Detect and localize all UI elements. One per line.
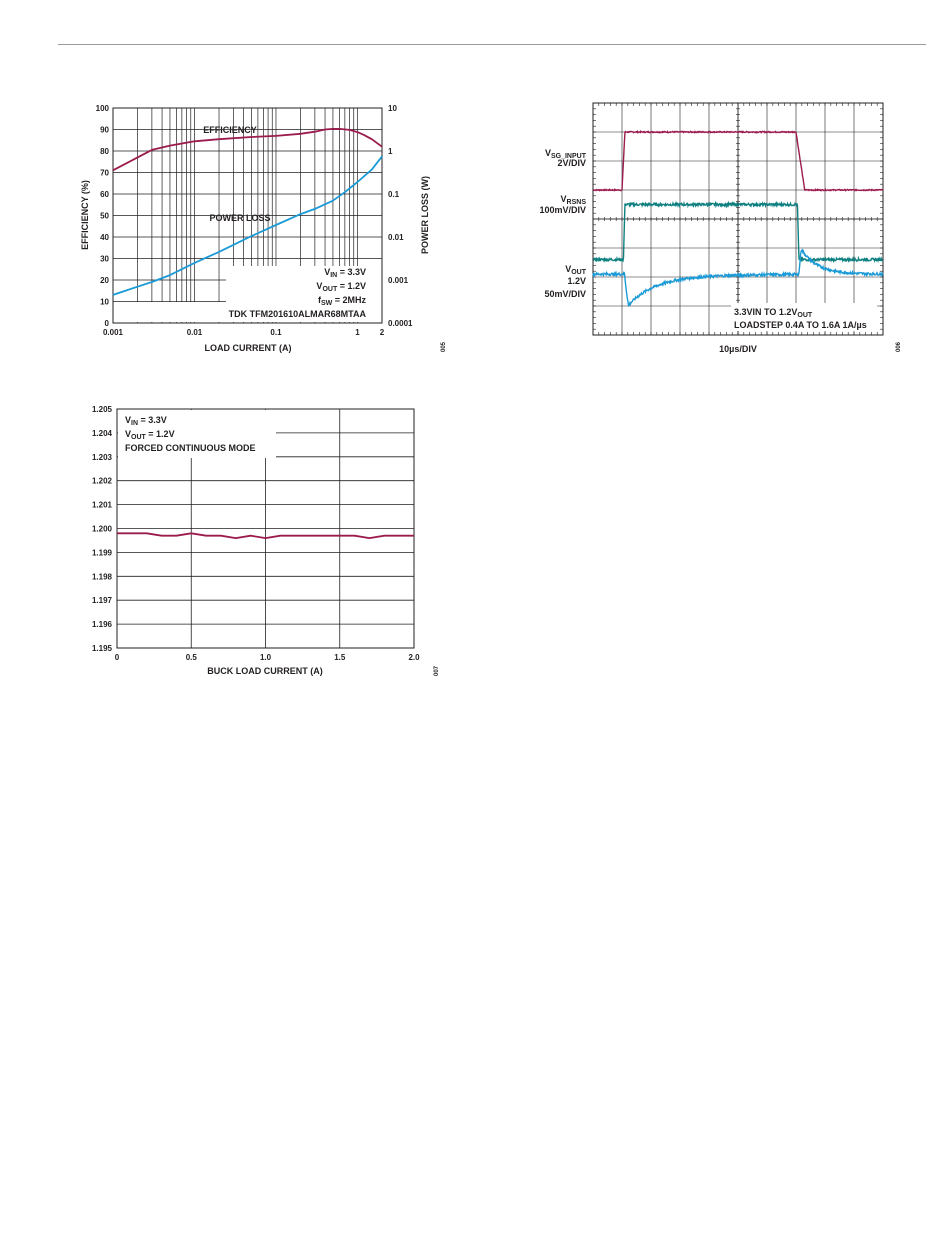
lr-y-tick-label: 1.196 xyxy=(91,620,112,630)
lr-x-tick-label: 1.5 xyxy=(334,653,346,662)
x-axis-label: LOAD CURRENT (A) xyxy=(204,343,292,353)
vsg-input-scale: 2V/DIV xyxy=(557,158,586,168)
y-right-tick-label: 1 xyxy=(388,147,393,156)
y-right-tick-label: 0.01 xyxy=(388,233,404,242)
x-tick-label: 1 xyxy=(355,328,360,337)
condition-fsw: $f_{SW} = 2MHz$ xyxy=(317,295,366,307)
lr-y-tick-label: 1.198 xyxy=(91,572,112,582)
y-tick-label: 100 xyxy=(95,104,109,113)
lr-y-tick-label: 1.203 xyxy=(91,452,112,462)
vsg-input-label: $V_{SG\_INPUT}$ xyxy=(544,148,586,160)
lr-y-tick-label: 1.201 xyxy=(91,500,112,510)
vrsns-scale: 100mV/DIV xyxy=(539,205,586,215)
y-tick-label: 60 xyxy=(100,190,109,199)
lr-x-tick-label: 0.5 xyxy=(185,653,197,662)
y-right-tick-label: 0.1 xyxy=(388,190,400,199)
vout-scale: 50mV/DIV xyxy=(544,289,586,299)
condition-vin: $V_{IN} = 3.3V$ xyxy=(324,267,366,279)
scope-annotation-line1: 3.3VIN TO $1.2V_{OUT}$ xyxy=(734,307,813,319)
scope-annotation-line2: LOADSTEP 0.4A TO 1.6A 1A/µs xyxy=(734,320,867,330)
figure-id-005: 005 xyxy=(441,341,447,353)
y-right-tick-label: 10 xyxy=(388,104,397,113)
x-tick-label: 0.001 xyxy=(102,328,124,337)
y-tick-label: 10 xyxy=(100,297,109,307)
vout-label: $V_{OUT}$ xyxy=(565,264,586,276)
lr-y-tick-label: 1.204 xyxy=(91,428,112,438)
lr-y-tick-label: 1.202 xyxy=(91,476,112,486)
figure-id-006: 006 xyxy=(896,341,902,353)
y-tick-label: 90 xyxy=(100,125,109,135)
lr-x-tick-label: 1.0 xyxy=(259,653,272,662)
y-tick-label: 50 xyxy=(100,211,109,221)
x-tick-label: 0.01 xyxy=(186,328,203,337)
lr-x-tick-label: 2.0 xyxy=(408,653,420,662)
x-tick-label: 0.1 xyxy=(270,328,282,337)
y-tick-label: 20 xyxy=(100,276,109,285)
y-tick-label: 0 xyxy=(104,319,109,328)
y-tick-label: 80 xyxy=(100,147,109,156)
lr-y-tick-label: 1.205 xyxy=(91,405,112,414)
y-axis-label-left: EFFICIENCY (%) xyxy=(80,180,90,250)
y-tick-label: 70 xyxy=(100,168,109,178)
scope-timebase-label: 10µs/DIV xyxy=(719,344,757,354)
lr-y-tick-label: 1.200 xyxy=(91,524,112,534)
y-tick-label: 40 xyxy=(100,233,109,242)
y-axis-label-right: POWER LOSS (W) xyxy=(420,176,430,254)
lr-y-tick-label: 1.199 xyxy=(91,548,112,558)
lr-condition-vin: $V_{IN} = 3.3V$ xyxy=(125,415,167,427)
power-loss-annotation: POWER LOSS xyxy=(209,213,271,223)
condition-inductor: TDK TFM201610ALMAR68MTAA xyxy=(228,309,366,319)
vout-offset: 1.2V xyxy=(567,276,586,286)
lr-y-tick-label: 1.195 xyxy=(91,644,112,653)
condition-vout: $V_{OUT} = 1.2V$ xyxy=(316,281,366,293)
lr-x-axis-label: BUCK LOAD CURRENT (A) xyxy=(207,666,323,676)
y-tick-label: 30 xyxy=(100,254,109,264)
figure-id-007: 007 xyxy=(434,665,440,677)
vrsns-label: $V_{RSNS}$ xyxy=(560,194,586,206)
x-tick-label: 2 xyxy=(379,328,385,337)
lr-condition-vout: $V_{OUT} = 1.2V$ xyxy=(125,429,175,441)
lr-x-tick-label: 0 xyxy=(114,653,120,662)
lr-condition-mode: FORCED CONTINUOUS MODE xyxy=(125,443,256,453)
y-right-tick-label: 0.001 xyxy=(388,276,409,285)
efficiency-annotation: EFFICIENCY xyxy=(203,125,257,135)
lr-y-tick-label: 1.197 xyxy=(91,596,112,606)
y-right-tick-label: 0.0001 xyxy=(388,319,413,328)
